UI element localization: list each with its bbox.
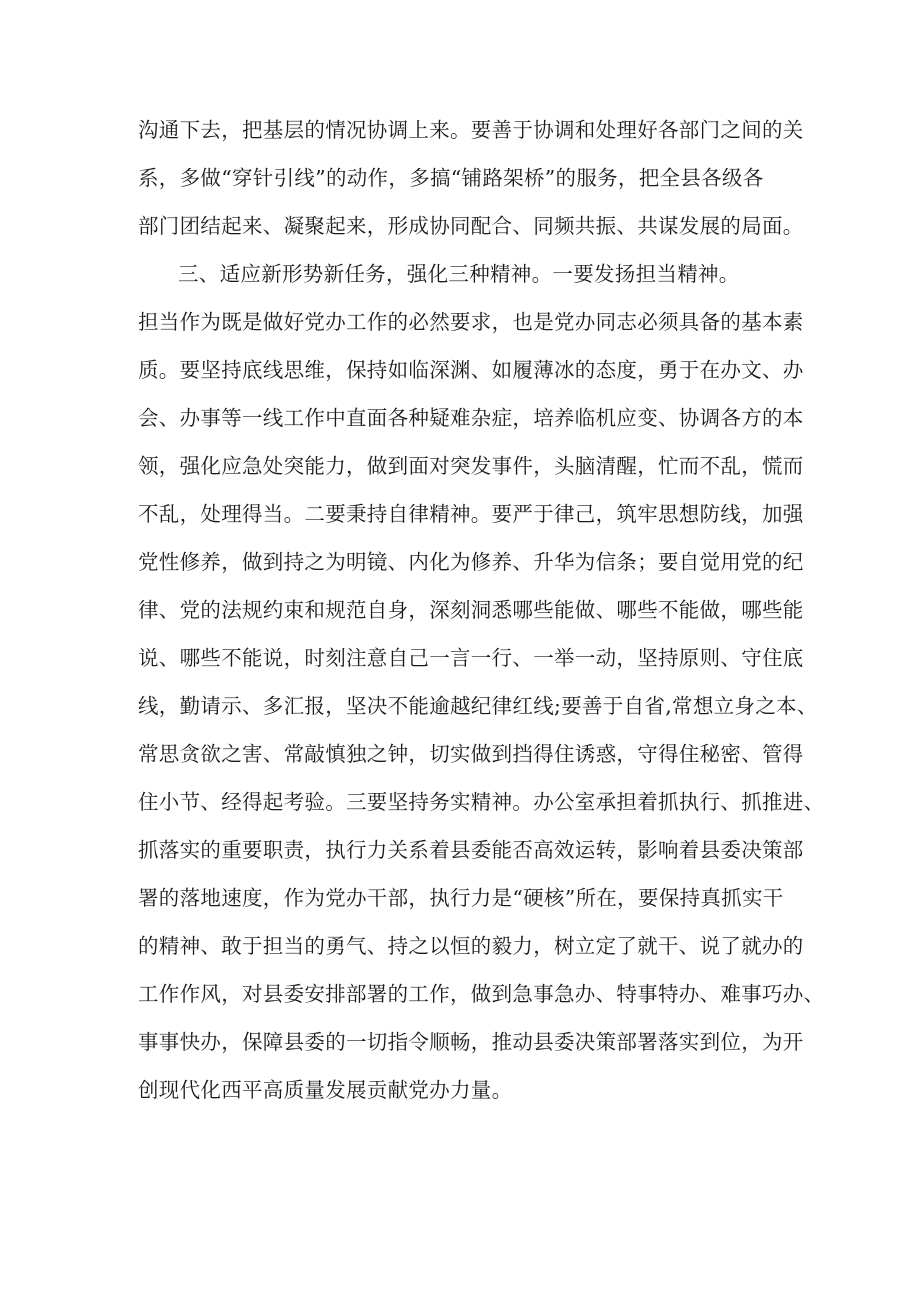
body-text-line: 律、党的法规约束和规范自身，深刻洞悉哪些能做、哪些不能做，哪些能: [138, 598, 804, 622]
body-text-line: 领，强化应急处突能力，做到面对突发事件，头脑清醒，忙而不乱，慌而: [138, 454, 804, 478]
body-text-line: 质。要坚持底线思维，保持如临深渊、如履薄冰的态度，勇于在办文、办: [138, 358, 804, 382]
body-text-line: 担当作为既是做好党办工作的必然要求，也是党办同志必须具备的基本素: [138, 310, 804, 334]
body-text-line: 不乱，处理得当。二要秉持自律精神。要严于律己，筑牢思想防线，加强: [138, 502, 804, 526]
body-text-line: 署的落地速度，作为党办干部，执行力是“硬核”所在，要保持真抓实干: [138, 886, 784, 910]
section-heading-line: 三、适应新形势新任务，强化三种精神。一要发扬担当精神。: [178, 262, 740, 286]
body-text-line: 说、哪些不能说，时刻注意自己一言一行、一举一动，坚持原则、守住底: [138, 646, 804, 670]
body-text-line: 抓落实的重要职责，执行力关系着县委能否高效运转，影响着县委决策部: [138, 838, 804, 862]
body-text-line: 党性修养，做到持之为明镜、内化为修养、升华为信条；要自觉用党的纪: [138, 550, 804, 574]
body-text-line: 部门团结起来、凝聚起来，形成协同配合、同频共振、共谋发展的局面。: [138, 214, 804, 238]
body-text-line: 常思贪欲之害、常敲慎独之钟，切实做到挡得住诱惑，守得住秘密、管得: [138, 742, 804, 766]
body-text-line: 系，多做“穿针引线”的动作，多搞“铺路架桥”的服务，把全县各级各: [138, 166, 764, 190]
body-text-line: 的精神、敢于担当的勇气、持之以恒的毅力，树立定了就干、说了就办的: [138, 934, 804, 958]
body-text-line: 工作作风，对县委安排部署的工作，做到急事急办、特事特办、难事巧办、: [138, 982, 825, 1006]
body-text-line: 沟通下去，把基层的情况协调上来。要善于协调和处理好各部门之间的关: [138, 118, 804, 142]
body-text-line: 住小节、经得起考验。三要坚持务实精神。办公室承担着抓执行、抓推进、: [138, 790, 825, 814]
body-text-line: 事事快办，保障县委的一切指令顺畅，推动县委决策部署落实到位，为开: [138, 1030, 804, 1054]
body-text-line: 创现代化西平高质量发展贡献党办力量。: [138, 1078, 513, 1102]
body-text-line: 线，勤请示、多汇报，坚决不能逾越纪律红线;要善于自省,常想立身之本、: [138, 694, 818, 718]
body-text-line: 会、办事等一线工作中直面各种疑难杂症，培养临机应变、协调各方的本: [138, 406, 804, 430]
